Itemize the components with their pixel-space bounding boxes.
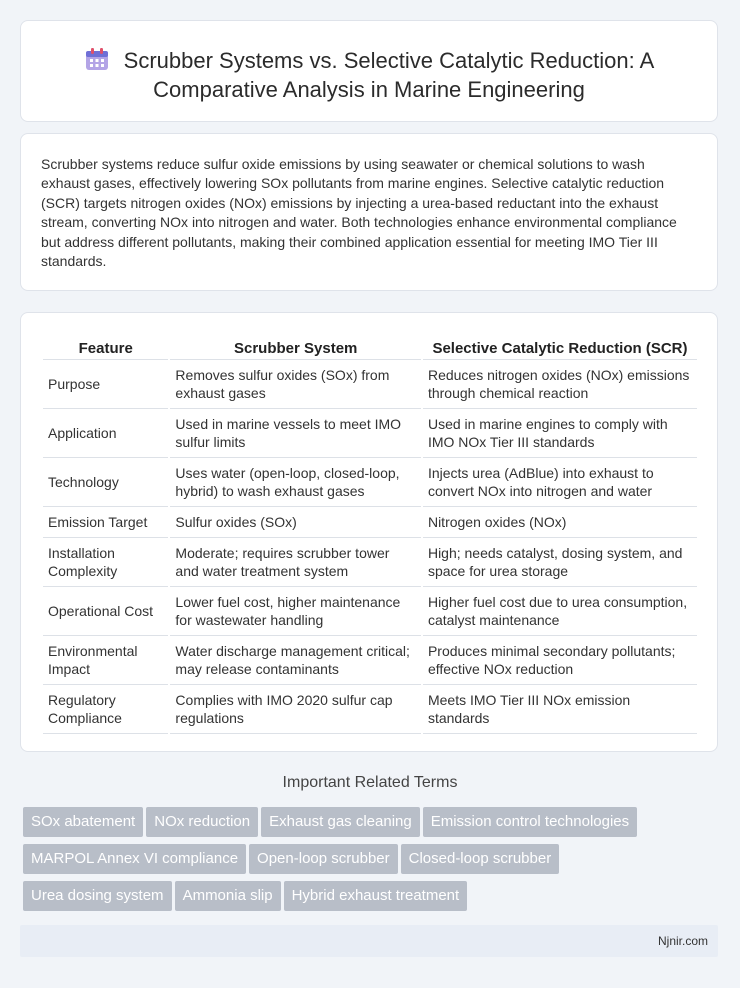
related-terms-title: Important Related Terms xyxy=(282,774,458,791)
table-row xyxy=(43,684,697,734)
title-line-1: Scrubber Systems vs. Selective Catalytic Reduction: A xyxy=(123,48,655,73)
row-feature: Application xyxy=(43,408,168,457)
intro-paragraph: Scrubber systems reduce sulfur oxide emissions by using seawater or chemical solutions to wash exhaust gases, effectively lowering SOx pollutants from marine engines. Selective catalytic reduction (SCR) targets nitrogen oxides (NOx) emissions by injecting a urea-based reductant into the exhaust stream, converting NOx into nitrogen and water. Both technologies enhance environmental compliance but address different pollutants, making their combined application essential for meeting IMO Tier III standards. xyxy=(41,156,677,270)
row-scr: Higher fuel cost due to urea consumption, catalyst maintenance xyxy=(423,586,697,635)
table-row xyxy=(43,408,697,457)
row-scrubber: Uses water (open-loop, closed-loop, hybrid) to wash exhaust gases xyxy=(170,457,421,506)
footer-brand[interactable]: Njnir.com xyxy=(657,934,708,948)
row-scr: Reduces nitrogen oxides (NOx) emissions through chemical reaction xyxy=(423,359,697,408)
title-card xyxy=(20,20,718,122)
tag-emission-control-technologies[interactable]: Emission control technologies xyxy=(423,807,637,837)
row-scr: Nitrogen oxides (NOx) xyxy=(423,506,697,537)
table-row xyxy=(43,359,697,408)
row-scrubber: Used in marine vessels to meet IMO sulfur limits xyxy=(170,408,421,457)
row-feature: Regulatory Compliance xyxy=(43,684,168,734)
tag-hybrid-exhaust-treatment[interactable]: Hybrid exhaust treatment xyxy=(284,881,468,911)
tag-ammonia-slip[interactable]: Ammonia slip xyxy=(175,881,281,911)
tag-exhaust-gas-cleaning[interactable]: Exhaust gas cleaning xyxy=(261,807,420,837)
header-scr: Selective Catalytic Reduction (SCR) xyxy=(432,340,688,357)
row-feature: Operational Cost xyxy=(43,586,168,635)
row-feature: Emission Target xyxy=(43,506,168,537)
tag-open-loop-scrubber[interactable]: Open-loop scrubber xyxy=(249,844,398,874)
header-scrubber: Scrubber System xyxy=(233,340,358,357)
footer xyxy=(20,925,718,957)
table-row xyxy=(43,506,697,537)
row-scr: Meets IMO Tier III NOx emission standards xyxy=(423,684,697,734)
calendar-icon xyxy=(84,46,110,72)
intro-card xyxy=(20,133,718,291)
row-scr: Injects urea (AdBlue) into exhaust to convert NOx into nitrogen and water xyxy=(423,457,697,506)
tag-nox-reduction[interactable]: NOx reduction xyxy=(146,807,258,837)
tag-urea-dosing-system[interactable]: Urea dosing system xyxy=(23,881,172,911)
row-scrubber: Water discharge management critical; may release contaminants xyxy=(170,635,421,684)
row-feature: Installation Complexity xyxy=(43,537,168,586)
tag-closed-loop-scrubber[interactable]: Closed-loop scrubber xyxy=(401,844,560,874)
header-feature: Feature xyxy=(78,340,133,357)
title-line-2: Comparative Analysis in Marine Engineering xyxy=(153,77,585,102)
table-row xyxy=(43,537,697,586)
comparison-table xyxy=(41,333,699,734)
row-feature: Purpose xyxy=(43,359,168,408)
row-scr: Produces minimal secondary pollutants; effective NOx reduction xyxy=(423,635,697,684)
page-title xyxy=(21,46,717,104)
row-scrubber: Complies with IMO 2020 sulfur cap regulations xyxy=(170,684,421,734)
related-terms-list xyxy=(23,807,723,918)
table-row xyxy=(43,635,697,684)
table-row xyxy=(43,586,697,635)
tag-marpol-annex-vi-compliance[interactable]: MARPOL Annex VI compliance xyxy=(23,844,246,874)
row-scrubber: Sulfur oxides (SOx) xyxy=(170,506,421,537)
comparison-table-card xyxy=(20,312,718,752)
row-feature: Technology xyxy=(43,457,168,506)
tag-sox-abatement[interactable]: SOx abatement xyxy=(23,807,143,837)
table-row xyxy=(43,457,697,506)
row-scrubber: Lower fuel cost, higher maintenance for wastewater handling xyxy=(170,586,421,635)
row-scrubber: Moderate; requires scrubber tower and water treatment system xyxy=(170,537,421,586)
row-feature: Environmental Impact xyxy=(43,635,168,684)
row-scr: High; needs catalyst, dosing system, and space for urea storage xyxy=(423,537,697,586)
table-header-row xyxy=(43,333,697,359)
row-scr: Used in marine engines to comply with IMO NOx Tier III standards xyxy=(423,408,697,457)
row-scrubber: Removes sulfur oxides (SOx) from exhaust gases xyxy=(170,359,421,408)
